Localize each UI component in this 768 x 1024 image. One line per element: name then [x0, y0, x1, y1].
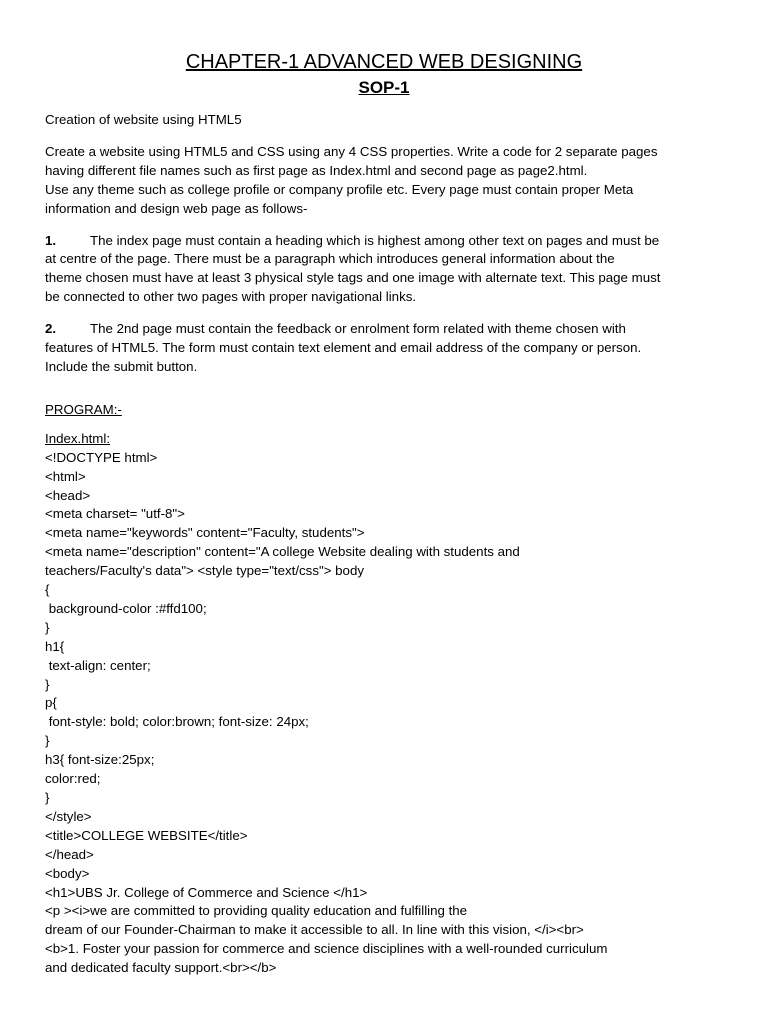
item-text-line: be connected to other two pages with proper navigational links.: [45, 289, 417, 305]
code-line: <title>COLLEGE WEBSITE</title>: [45, 827, 248, 843]
code-line: </head>: [45, 846, 94, 862]
item-text-line: at centre of the page. There must be a paragraph which introduces general information about the: [45, 251, 615, 267]
code-line: p{: [45, 695, 57, 711]
code-line: dream of our Founder-Chairman to make it accessible to all. In line with this vision, </i><br>: [45, 922, 584, 938]
code-line: }: [45, 733, 50, 749]
code-line: font-style: bold; color:brown; font-size: 24px;: [45, 714, 309, 730]
chapter-title: CHAPTER-1 ADVANCED WEB DESIGNING: [185, 51, 583, 73]
code-line: <meta charset= "utf-8">: [45, 506, 185, 522]
item-text-line: features of HTML5. The form must contain text element and email address of the company or person.: [45, 340, 642, 356]
item-text-line: Include the submit button.: [45, 358, 198, 374]
code-line: <body>: [45, 865, 90, 881]
code-line: text-align: center;: [45, 657, 151, 673]
code-line: <!DOCTYPE html>: [45, 449, 158, 465]
intro-line-2: having different file names such as first page as Index.html and second page as page2.html.: [45, 162, 588, 178]
code-line: <head>: [45, 487, 91, 503]
intro-line-1: Create a website using HTML5 and CSS using any 4 CSS properties. Write a code for 2 separate pages: [45, 143, 658, 159]
code-line: <h1>UBS Jr. College of Commerce and Science </h1>: [45, 884, 368, 900]
item-number: 2.: [45, 321, 57, 337]
code-line: h1{: [45, 638, 65, 654]
item-text-line: The index page must contain a heading which is highest among other text on pages and must be: [90, 232, 660, 248]
intro-paragraph: [45, 143, 705, 219]
code-line: teachers/Faculty's data"> <style type="text/css"> body: [45, 563, 364, 579]
sop-subtitle: SOP-1: [358, 78, 410, 97]
code-line: </style>: [45, 808, 92, 824]
code-line: <html>: [45, 468, 86, 484]
item-text-line: The 2nd page must contain the feedback or enrolment form related with theme chosen with: [90, 321, 626, 337]
code-line: }: [45, 619, 50, 635]
intro-line: Creation of website using HTML5: [45, 112, 242, 127]
code-line: }: [45, 790, 50, 805]
program-heading: PROGRAM:-: [45, 401, 122, 417]
code-line: }: [45, 676, 50, 692]
code-line: <meta name="keywords" content="Faculty, students">: [45, 525, 365, 541]
document-body: [45, 111, 705, 978]
code-line: {: [45, 582, 50, 598]
intro-line-4: information and design web page as follows-: [45, 200, 308, 216]
item-text-line: theme chosen must have at least 3 physical style tags and one image with alternate text. This page must: [45, 270, 661, 286]
code-line: background-color :#ffd100;: [45, 600, 207, 616]
code-line: h3{ font-size:25px;: [45, 752, 155, 768]
code-line: and dedicated faculty support.<br></b>: [45, 960, 277, 976]
item-number: 1.: [45, 232, 57, 248]
code-line: color:red;: [45, 771, 101, 787]
code-line: <b>1. Foster your passion for commerce and science disciplines with a well-rounded curriculum: [45, 941, 608, 957]
code-line: <p ><i>we are committed to providing quality education and fulfilling the: [45, 903, 468, 919]
code-line: <meta name="description" content="A college Website dealing with students and: [45, 544, 520, 560]
requirement-item-2: [45, 320, 705, 377]
requirement-item-1: [45, 232, 705, 308]
intro-line-3: Use any theme such as college profile or company profile etc. Every page must contain proper Meta: [45, 181, 634, 197]
program-filename: Index.html:: [45, 430, 111, 446]
code-listing: [45, 449, 705, 978]
